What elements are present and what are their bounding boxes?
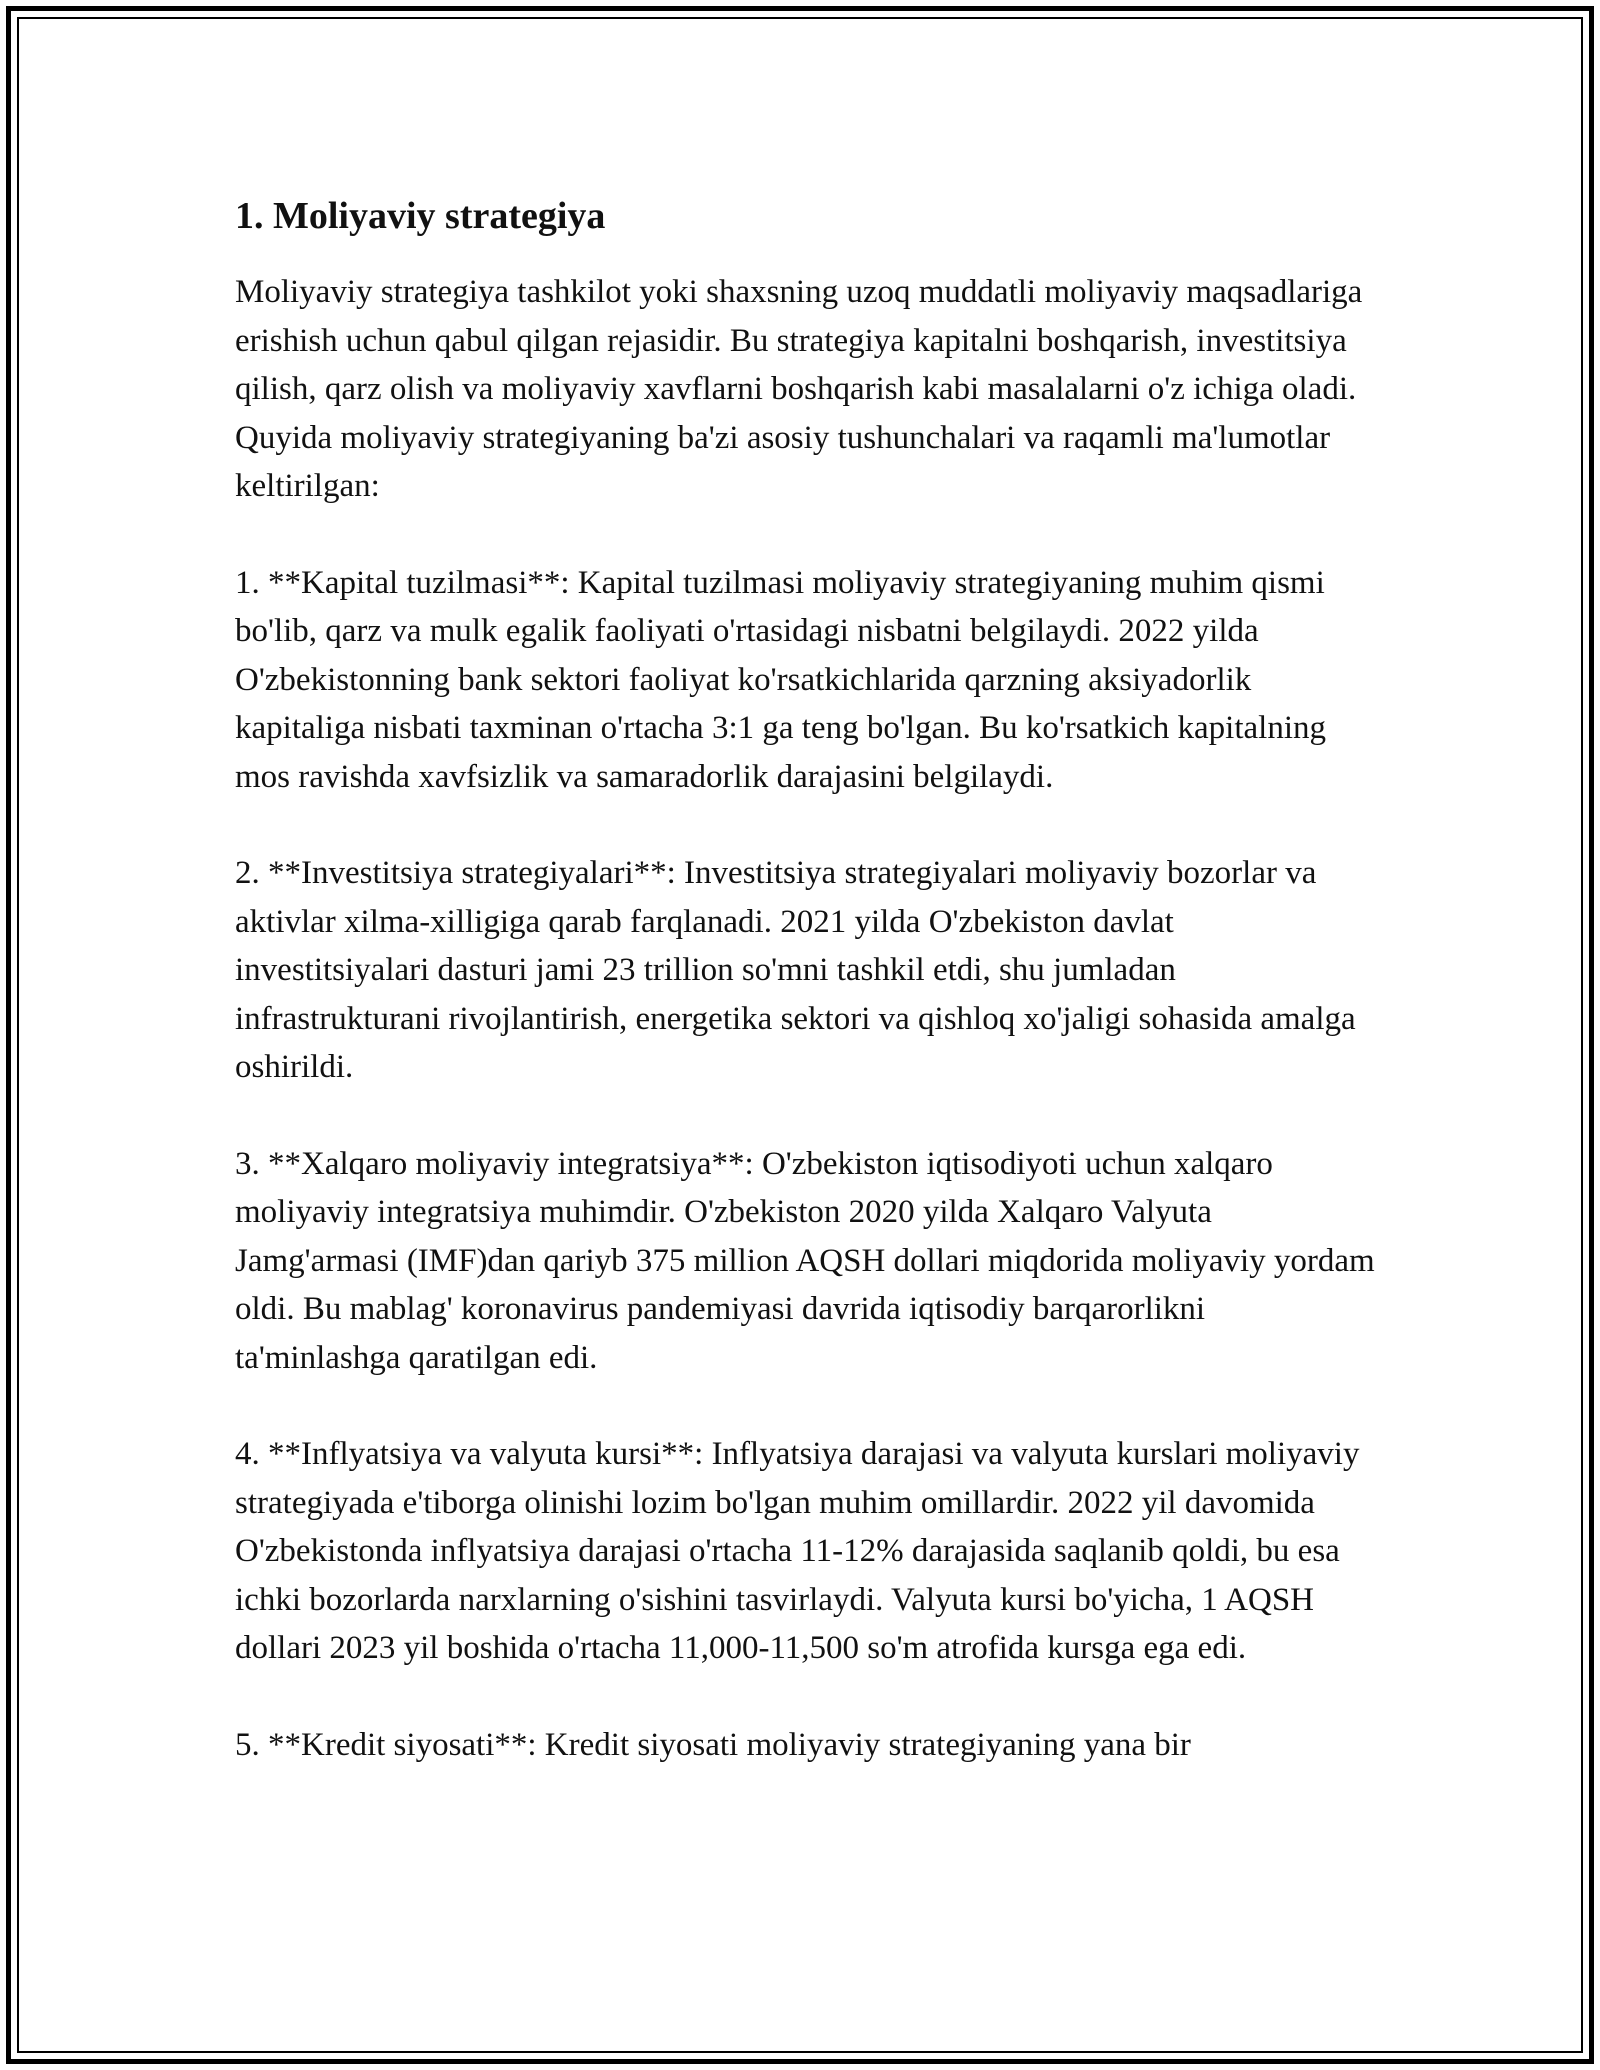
paragraph-capital-structure: 1. **Kapital tuzilmasi**: Kapital tuzilmasi moliyaviy strategiyaning muhim qismi bo'lib, qarz va mulk egalik faoliyati o'rtasidagi nisbatni belgilaydi. 2022 yilda O'zbekistonning bank sektori faoliyat ko'rsatkichlarida qarzning aksiyadorlik kapitaliga nisbati taxminan o'rtacha 3:1 ga teng bo'lgan. Bu ko'rsatkich kapitalning mos ravishda xavfsizlik va samaradorlik darajasini belgilaydi. [235,564,1326,795]
intro-paragraph: Moliyaviy strategiya tashkilot yoki shaxsning uzoq muddatli moliyaviy maqsadlariga erishish uchun qabul qilgan rejasidir. Bu strategiya kapitalni boshqarish, investitsiya qilish, qarz olish va moliyaviy xavflarni boshqarish kabi masalalarni o'z ichiga oladi. Quyida moliyaviy strategiyaning ba'zi asosiy tushunchalari va raqamli ma'lumotlar keltirilgan: [235,274,1363,504]
paragraph-inflation-exchange-rate: 4. **Inflyatsiya va valyuta kursi**: Inflyatsiya darajasi va valyuta kurslari moliyaviy strategiyada e'tiborga olinishi lozim bo'lgan muhim omillardir. 2022 yil davomida O'zbekistonda inflyatsiya darajasi o'rtacha 11-12% darajasida saqlanib qoldi, bu esa ichki bozorlarda narxlarning o'sishini tasvirlaydi. Valyuta kursi bo'yicha, 1 AQSH dollari 2023 yil boshida o'rtacha 11,000-11,500 so'm atrofida kursga ega edi. [235,1436,1360,1666]
paragraph-credit-policy: 5. **Kredit siyosati**: Kredit siyosati moliyaviy strategiyaning yana bir [235,1726,1191,1763]
paragraph-international-integration: 3. **Xalqaro moliyaviy integratsiya**: O'zbekiston iqtisodiyoti uchun xalqaro moliyaviy integratsiya muhimdir. O'zbekiston 2020 yilda Xalqaro Valyuta Jamg'armasi (IMF)dan qariyb 375 million AQSH dollari miqdorida moliyaviy yordam oldi. Bu mablag' koronavirus pandemiyasi davrida iqtisodiy barqarorlikni ta'minlashga qaratilgan edi. [235,1145,1375,1376]
section-heading: 1. Moliyaviy strategiya [235,195,606,237]
paragraph-investment-strategies: 2. **Investitsiya strategiyalari**: Investitsiya strategiyalari moliyaviy bozorlar va aktivlar xilma-xilligiga qarab farqlanadi. 2021 yilda O'zbekiston davlat investitsiyalari dasturi jami 23 trillion so'mni tashkil etdi, shu jumladan infrastrukturani rivojlantirish, energetika sektori va qishloq xo'jaligi sohasida amalga oshirildi. [235,855,1356,1085]
document-body [235,188,1375,1769]
